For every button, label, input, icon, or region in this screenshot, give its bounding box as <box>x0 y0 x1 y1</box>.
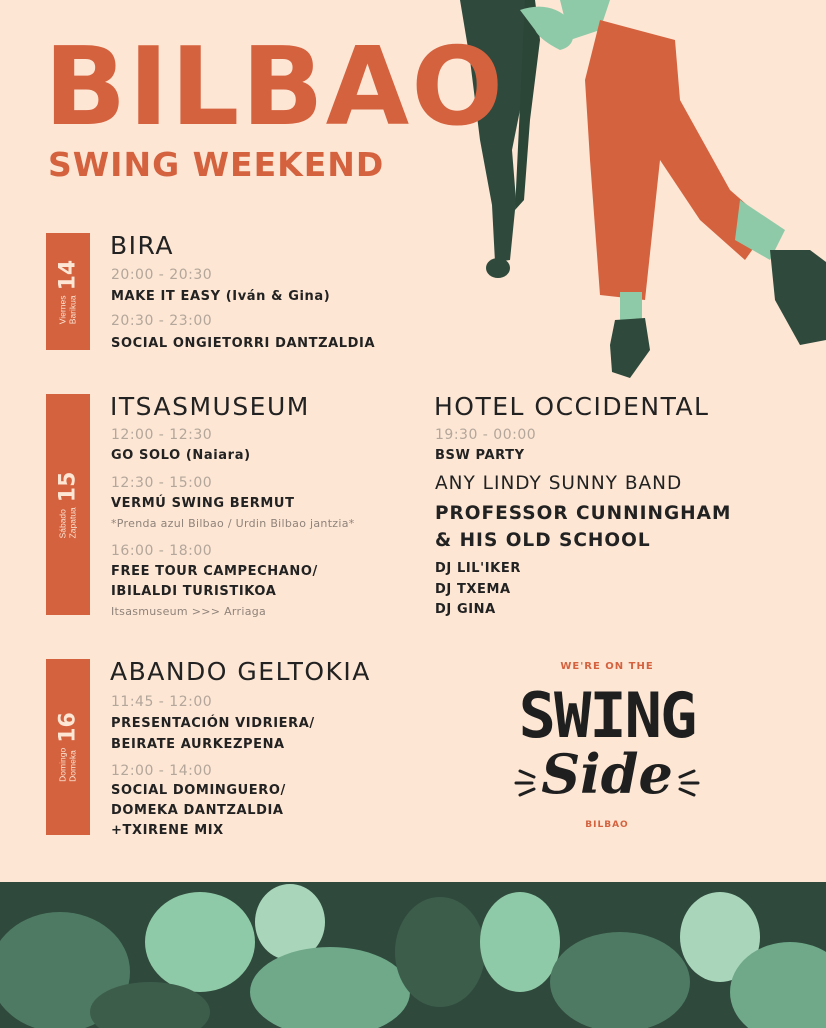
event-title: SOCIAL ONGIETORRI DANTZALDIA <box>111 336 376 351</box>
event-note: *Prenda azul Bilbao / Urdin Bilbao jantzia* <box>111 517 355 530</box>
event-time: 19:30 - 00:00 <box>435 427 537 443</box>
day-tab-14 <box>46 233 90 350</box>
logo-city: BILBAO <box>585 820 629 830</box>
dj-name: DJ TXEMA <box>435 582 511 597</box>
event-title: PRESENTACIÓN VIDRIERA/ <box>111 716 315 731</box>
event-title: MAKE IT EASY (Iván & Gina) <box>111 289 331 304</box>
logo-tagline: WE'RE ON THE <box>560 661 654 672</box>
dark-dancer-shoe <box>486 258 510 278</box>
poster-title: BILBAO <box>44 25 506 150</box>
shoe-left <box>610 318 650 378</box>
event-title: BEIRATE AURKEZPENA <box>111 737 285 752</box>
swing-side-logo <box>512 655 702 845</box>
day-name-es: Domingo <box>57 747 68 782</box>
event-time: 16:00 - 18:00 <box>111 543 213 559</box>
day-name-es: Sábado <box>57 508 68 538</box>
dj-name: DJ GINA <box>435 602 496 617</box>
event-time: 11:45 - 12:00 <box>111 694 213 710</box>
event-time: 12:00 - 12:30 <box>111 427 213 443</box>
event-title: SOCIAL DOMINGUERO/ <box>111 783 286 798</box>
logo-word-swing: SWING <box>518 679 696 752</box>
band-name: ANY LINDY SUNNY BAND <box>435 473 683 494</box>
event-title: +TXIRENE MIX <box>111 823 224 838</box>
day-name-eu: Barikua <box>67 294 77 324</box>
logo-flourish-icon <box>512 763 702 803</box>
day-number: 14 <box>55 259 81 290</box>
event-note: Itsasmuseum >>> Arriaga <box>111 605 267 618</box>
logo-word-side: Side <box>541 742 673 806</box>
day-name-es: Viernes <box>57 295 68 324</box>
band-name: & HIS OLD SCHOOL <box>435 530 651 551</box>
event-title: IBILALDI TURISTIKOA <box>111 584 277 599</box>
event-title: FREE TOUR CAMPECHANO/ <box>111 564 318 579</box>
day-number: 16 <box>55 712 81 743</box>
event-title: VERMÚ SWING BERMUT <box>111 496 295 511</box>
crowd-photo <box>0 882 826 1028</box>
day-name-eu: Domeka <box>67 750 77 782</box>
day-name-eu: Zapatua <box>67 506 77 538</box>
venue-hotel-occidental: HOTEL OCCIDENTAL <box>434 392 710 421</box>
event-title: GO SOLO (Naiara) <box>111 448 251 463</box>
shoe-right <box>770 250 826 345</box>
day-tab-15 <box>46 394 90 615</box>
green-sock-left <box>620 292 642 322</box>
event-title: BSW PARTY <box>435 448 525 463</box>
orange-pants <box>585 20 770 300</box>
venue-bira: BIRA <box>110 231 174 260</box>
day-number: 15 <box>55 471 81 502</box>
event-time: 12:30 - 15:00 <box>111 475 213 491</box>
dj-name: DJ LIL'IKER <box>435 561 521 576</box>
event-title: DOMEKA DANTZALDIA <box>111 803 284 818</box>
poster-subtitle: SWING WEEKEND <box>48 145 385 184</box>
event-time: 12:00 - 14:00 <box>111 763 213 779</box>
event-time: 20:30 - 23:00 <box>111 313 213 329</box>
event-time: 20:00 - 20:30 <box>111 267 213 283</box>
venue-itsasmuseum: ITSASMUSEUM <box>110 392 310 421</box>
day-tab-16 <box>46 659 90 835</box>
band-name: PROFESSOR CUNNINGHAM <box>435 503 732 524</box>
venue-abando-geltokia: ABANDO GELTOKIA <box>110 657 371 686</box>
